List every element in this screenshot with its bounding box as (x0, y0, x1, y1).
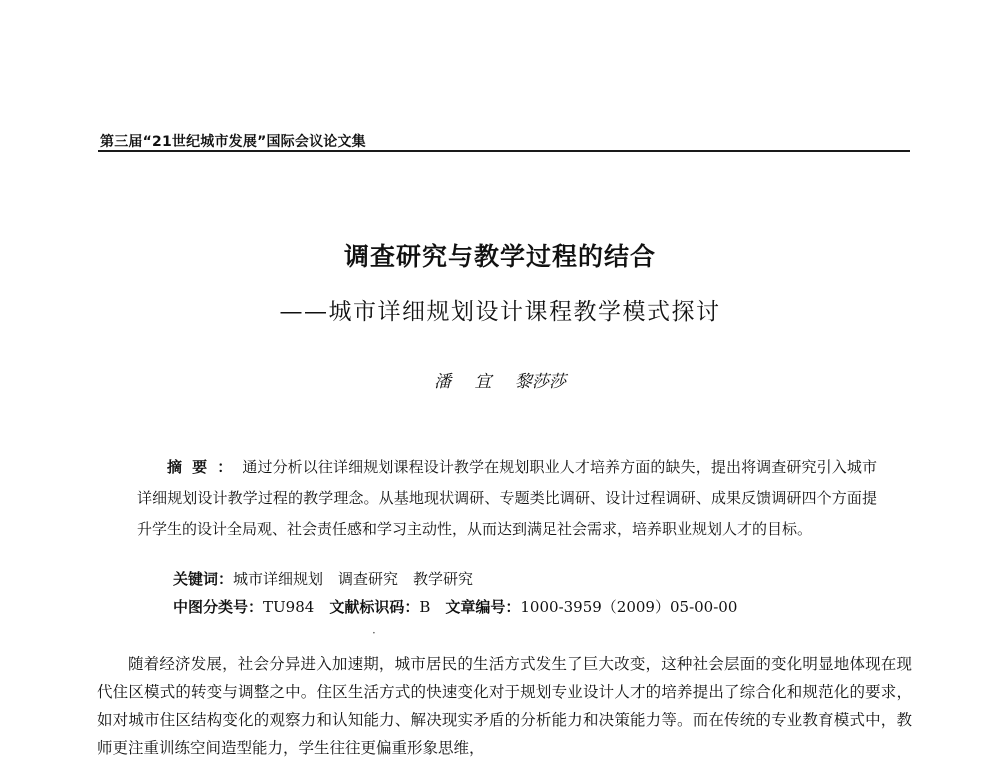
paper-title: 调查研究与教学过程的结合 (343, 242, 656, 271)
authors: 潘 宜 黎莎莎 (434, 372, 566, 392)
body-paragraph: 随着经济发展，社会分异进入加速期，城市居民的生活方式发生了巨大改变，这种社会层面的变化明显地体现在现代住区模式的转变与调整之中。住区生活方式的快速变化对于规划专业设计人才的培养提出了综合化和规范化的要求，如对城市住区结构变化的观察力和认知能力、解决现实矛盾的分析能力和决策能力等。而在传统的专业教育模式中，教师更注重训练空间造型能力，学生往往更偏重形象思维， (97, 655, 912, 757)
keywords-text: 城市详细规划 调查研究 教学研究 (233, 570, 474, 588)
scan-speck: · (372, 626, 376, 640)
abstract-text: 通过分析以往详细规划课程设计教学在规划职业人才培养方面的缺失，提出将调查研究引入城市详细规划设计教学过程的教学理念。从基地现状调研、专题类比调研、设计过程调研、成果反馈调研四个方面提升学生的设计全局观、社会责任感和学习主动性，从而达到满足社会需求，培养职业规划人才的目标。 (137, 458, 877, 538)
doc-code-label: 文献标识码： (329, 598, 420, 616)
keywords (173, 568, 473, 589)
doc-code-value: B (419, 598, 431, 616)
article-no-label: 文章编号： (445, 598, 521, 616)
paper-subtitle: ——城市详细规划设计课程教学模式探讨 (279, 299, 721, 325)
header-rule (98, 150, 910, 152)
running-header: 第三届“21世纪城市发展”国际会议论文集 (100, 134, 366, 150)
classification-line (173, 596, 737, 617)
clc-value: TU984 (263, 598, 315, 616)
clc-label: 中图分类号： (173, 598, 264, 616)
abstract-label: 摘要： (167, 458, 243, 476)
keywords-label: 关键词： (173, 570, 234, 588)
abstract (137, 452, 877, 545)
article-no-value: 1000-3959（2009）05-00-00 (520, 598, 738, 616)
